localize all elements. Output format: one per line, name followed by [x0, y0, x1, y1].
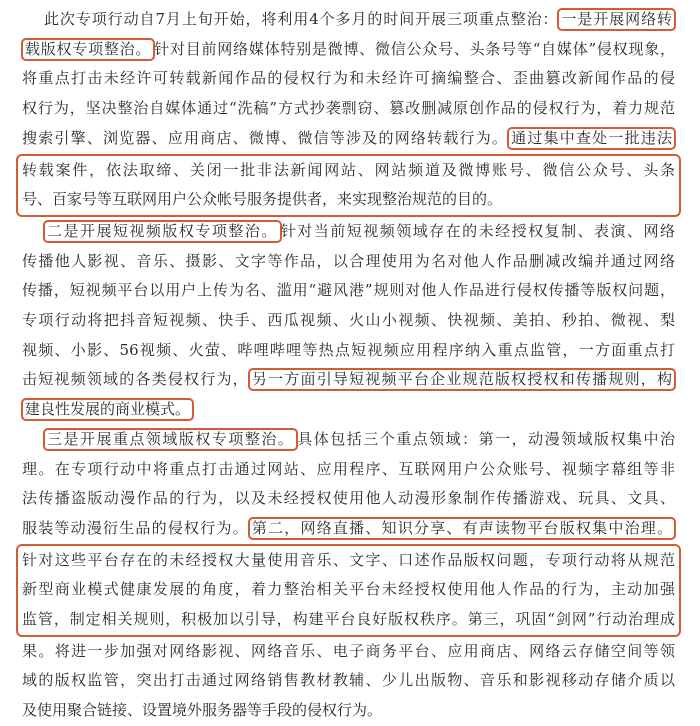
text-segment: 域的版权监管，突出打击通过网络销售教材教辅、少儿出版物、音乐和影视移动存储介质以 [22, 671, 675, 690]
text-line [22, 696, 675, 726]
text-segment: 新型商业模式健康发展的角度，着力整治相关平台未经授权使用他人作品的行为，主动加强 [22, 580, 675, 599]
text-segment: 击短视频领域的各类侵权行为， [22, 370, 249, 389]
text-segment: 搜索引擎、浏览器、应用商店、微博、微信等涉及的网络转载行为。 [22, 128, 509, 147]
text-line [22, 365, 675, 395]
text-segment: 此次专项行动自7月上旬开始，将利用4个多月的时间开展三项重点整治： [44, 10, 559, 28]
text-segment: 转载案件，依法取缔、关闭一批非法新闻网站、网站频道及微博账号、微信公众号、头条 [22, 160, 675, 179]
highlighted-phrase: 三是开展重点领域版权专项整治。 [43, 428, 298, 451]
text-line [22, 217, 675, 247]
text-line [22, 185, 675, 215]
highlighted-phrase: 第二，网络直播、知识分享、有声读物平台版权集中治理。 [248, 517, 676, 540]
highlighted-phrase: 载版权专项整治。 [21, 38, 155, 61]
text-line [22, 94, 675, 124]
text-line [22, 546, 675, 576]
text-segment: 专项行动将把抖音短视频、快手、西瓜视频、火山小视频、快视频、美拍、秒拍、微视、梨 [22, 311, 675, 330]
text-segment: 法传播盗版动漫作品的行为，以及未经授权使用他人动漫形象制作传播游戏、玩具、文具、 [22, 489, 675, 508]
highlighted-passage [16, 154, 681, 217]
text-segment: 监管，制定相关规则，积极加以引导，构建平台良好版权秩序。第三，巩固“剑网”行动治理成 [22, 610, 675, 629]
text-line [22, 276, 675, 306]
text-segment: 针对当前短视频领域存在的未经授权复制、表演、网络 [280, 221, 675, 240]
text-line [22, 575, 675, 605]
text-segment: 理。在专项行动中将重点打击通过网站、应用程序、互联网用户公众账号、视频字幕组等非 [22, 459, 675, 478]
text-line [22, 306, 675, 336]
text-segment: 针对目前网络媒体特别是微博、微信公众号、头条号等“自媒体”侵权现象， [154, 39, 675, 58]
text-segment: 视频、小影、56视频、火萤、哔哩哔哩等热点短视频应用程序纳入重点监管，一方面重点打 [22, 340, 675, 359]
highlighted-phrase: 另一方面引导短视频平台企业规范版权授权和传播规则，构 [248, 368, 676, 391]
text-segment: 果。将进一步加强对网络影视、网络音乐、电子商务平台、应用商店、网络云存储空间等领 [22, 641, 675, 660]
text-segment: 权行为，坚决整治自媒体通过“洗稿”方式抄袭剽窃、篡改删减原创作品的侵权行为，着力规范 [22, 99, 675, 118]
text-line [22, 514, 675, 544]
text-line [22, 5, 675, 35]
text-line [22, 395, 675, 425]
text-line [22, 156, 675, 186]
text-line [22, 35, 675, 65]
text-segment: 具体包括三个重点领域：第一，动漫领域版权集中治 [297, 429, 675, 448]
text-line [22, 64, 675, 94]
document-body [22, 5, 675, 726]
highlighted-passage [16, 544, 681, 637]
text-line [22, 455, 675, 485]
text-line [22, 484, 675, 514]
text-line [22, 336, 675, 366]
highlighted-phrase: 建良性发展的商业模式。 [21, 398, 194, 421]
text-segment: 将重点打击未经许可转载新闻作品的侵权行为和未经许可摘编整合、歪曲篡改新闻作品的侵 [22, 69, 675, 88]
text-line [22, 124, 675, 154]
text-line [22, 605, 675, 635]
text-segment: 传播，短视频平台以用户上传为名、滥用“避风港”规则对他人作品进行侵权传播等版权问题， [22, 281, 675, 300]
text-line [22, 247, 675, 277]
text-line [22, 425, 675, 455]
text-segment: 及使用聚合链接、设置境外服务器等手段的侵权行为。 [22, 701, 383, 720]
text-line [22, 666, 675, 696]
text-segment: 服装等动漫衍生品的侵权行为。 [22, 518, 249, 537]
text-segment: 针对这些平台存在的未经授权大量使用音乐、文字、口述作品版权问题，专项行动将从规范 [22, 550, 675, 569]
highlighted-phrase: 一是开展网络转 [557, 8, 676, 31]
highlighted-phrase: 通过集中查处一批违法 [507, 127, 676, 150]
text-segment: 号、百家号等互联网用户公众帐号服务提供者，来实现整治规范的目的。 [22, 190, 503, 209]
highlighted-phrase: 二是开展短视频版权专项整治。 [43, 220, 282, 243]
text-line [22, 637, 675, 667]
text-segment: 传播他人影视、音乐、摄影、文字等作品，以合理使用为名对他人作品删减改编并通过网络 [22, 251, 675, 270]
